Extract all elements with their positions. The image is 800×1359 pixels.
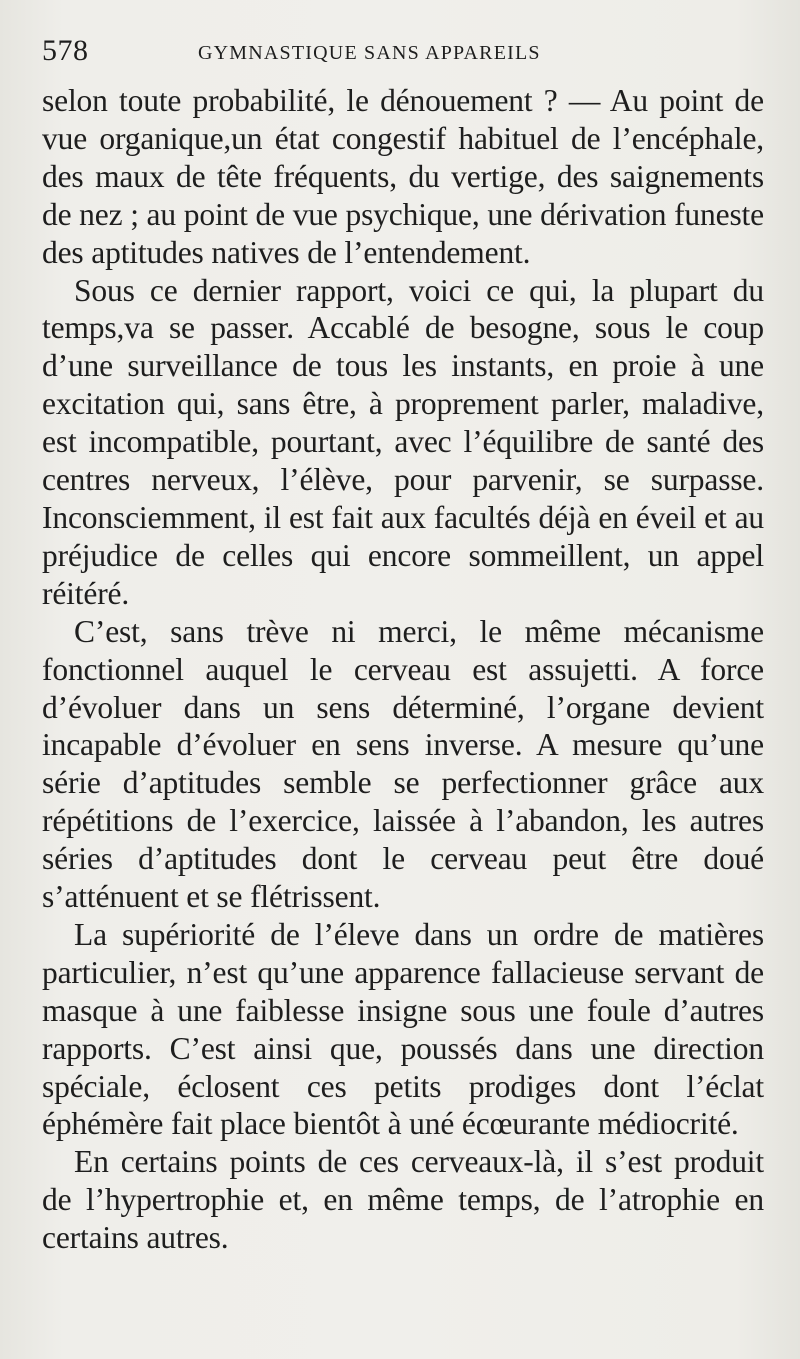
- paragraph: La supériorité de l’éleve dans un ordre de matières particulier, n’est qu’une apparence fallacieuse servant de masque à une faiblesse insigne sous une foule d’autres rapports. C’est ainsi que, poussés dans une direction spéciale, éclosent ces petits prodiges dont l’éclat éphémère fait place bientôt à uné écœurante médiocrité.: [42, 916, 764, 1142]
- page-number: 578: [42, 34, 89, 67]
- paragraph: C’est, sans trève ni merci, le même mécanisme fonctionnel auquel le cerveau est assujetti. A force d’évoluer dans un sens déterminé, l’organe devient incapable d’évoluer en sens inverse. A mesure qu’une série d’aptitudes semble se perfectionner grâce aux répétitions de l’exercice, laissée à l’abandon, les autres séries d’aptitudes dont le cerveau peut être doué s’atténuent et se flétrissent.: [42, 613, 764, 915]
- page-header: [42, 34, 758, 74]
- paragraph-continued: selon toute probabilité, le dénouement ? — Au point de vue organique,un état congestif habituel de l’encéphale, des maux de tête fréquents, du vertige, des saignements de nez ; au point de vue psychique, une dérivation funeste des aptitudes natives de l’entendement.: [42, 83, 764, 270]
- body-text: [42, 82, 764, 1257]
- paragraph: Sous ce dernier rapport, voici ce qui, la plupart du temps,va se passer. Accablé de besogne, sous le coup d’une surveillance de tous les instants, en proie à une excitation qui, sans être, à proprement parler, maladive, est incompatible, pourtant, avec l’équilibre de santé des centres nerveux, l’élève, pour parvenir, se surpasse. Inconsciemment, il est fait aux facultés déjà en éveil et au préjudice de celles qui encore sommeillent, un appel réitéré.: [42, 272, 764, 611]
- running-title: GYMNASTIQUE SANS APPAREILS: [198, 42, 541, 64]
- paragraph: En certains points de ces cerveaux-là, il s’est produit de l’hypertrophie et, en même temps, de l’atrophie en certains autres.: [42, 1144, 764, 1256]
